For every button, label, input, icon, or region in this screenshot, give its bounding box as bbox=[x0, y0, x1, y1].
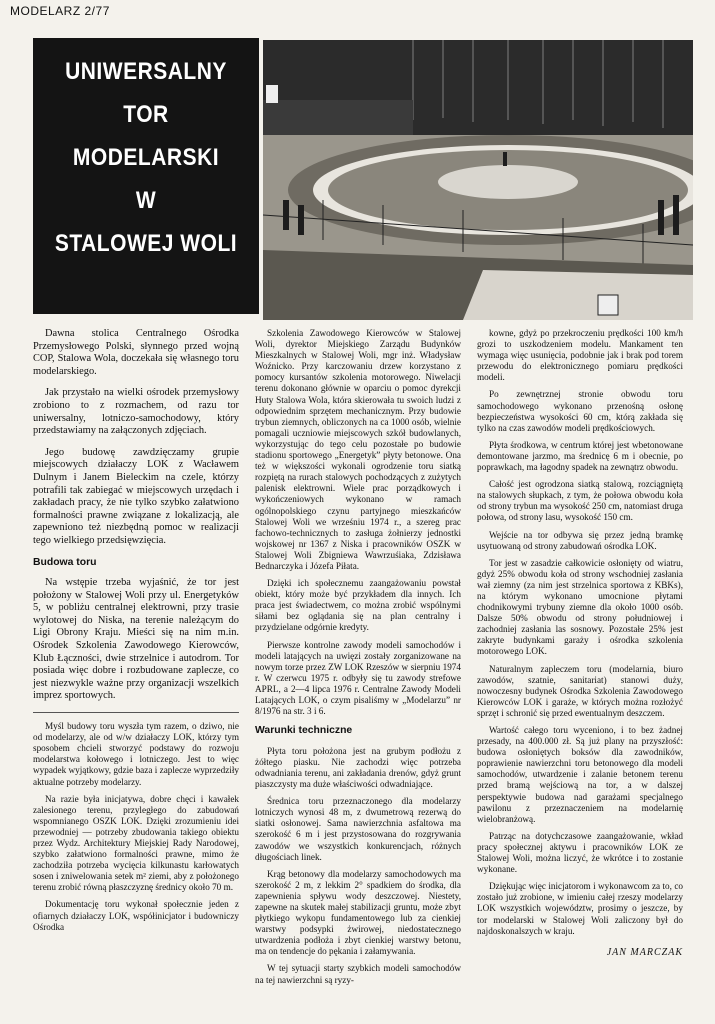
title-line-2: TOR bbox=[123, 101, 169, 128]
paragraph: Krąg betonowy dla modelarzy samochodowych ma szerokość 2 m, z lekkim 2° spadkiem do środka, dla zapewnienia spływu wody deszczowej. Niestety, zapewne na skutek małej stabilizacji gruntu, może zbyt płytkiego wykopu fundamentowego lub za cienkiej warstwy podsypki żwirowej, niedostatecznego utwardzenia podłoża i zbyt cienkiej warstwy betonu, ma on tendencje do pękania i załamywania. bbox=[255, 868, 461, 957]
article-column-3 bbox=[477, 328, 683, 959]
paragraph: Dawna stolica Centralnego Ośrodka Przemysłowego Polski, słynnego przed wojną COP, Stalowa Wola, doczekała się własnego toru modelarskiego. bbox=[33, 328, 239, 377]
article-body bbox=[33, 328, 693, 1008]
paragraph: Całość jest ogrodzona siatką stalową, rozciągniętą na stalowych słupkach, z tym, że połowa obwodu koła od strony trybun ma wysokość 250 cm, natomiast druga połowa, od strony lasu, wysokość 150 cm. bbox=[477, 479, 683, 523]
paragraph: Myśl budowy toru wyszła tym razem, o dziwo, nie od modelarzy, ale od w/w działaczy LOK, którzy tym sposobem chcieli stworzyć podstawy do rozwoju modelarstwa kołowego i lotniczego. Jest to więc wypadek wyjątkowy, gdzie baza i zaplecze wyprzedziły aktualne potrzeby modelarzy. bbox=[33, 721, 239, 787]
paragraph: kowne, gdyż po przekroczeniu prędkości 100 km/h grozi to uszkodzeniem modelu. Mankament ten wymaga więc usunięcia, podobnie jak i brak pod torem przewodu do elektronicznego pomiaru prędkości modeli. bbox=[477, 328, 683, 383]
paragraph: Płyta toru położona jest na grubym podłożu z żółtego piasku. Nie zachodzi więc potrzeba odwadniania terenu, ani zakładania drenów, gdyż grunt piaszczysty ma duże właściwości odwadniające. bbox=[255, 745, 461, 790]
paragraph: Płyta środkowa, w centrum której jest wbetonowane demontowane jarzmo, ma średnicę 6 m i obecnie, po poprawkach, ma łagodny spadek na zewnątrz obwodu. bbox=[477, 439, 683, 473]
paragraph: Naturalnym zapleczem toru (modelarnia, biuro zawodów, szatnie, sanitariat) stanowi duży, nowoczesny budynek Ośrodka Szkolenia Zawodowego Kierowców LOK i garaże, w których można rozłożyć sprzęt i schronić się przed ewentualnym deszczem. bbox=[477, 663, 683, 718]
paragraph: Szkolenia Zawodowego Kierowców w Stalowej Woli, dyrektor Miejskiego Zarządu Budynków Mieszkalnych w Stalowej Woli, mgr inż. Władysław Woźnicko. Przy karczowaniu drzew korzystano z pomocy kursantów szkolenia motorowego. Niwelacji terenu dokonano głównie w oparciu o pomoc dyrekcji Huty Stalowa Wola, która skierowała tu swoich ludzi z odpowiednim sprzętem mechanicznym. Przy budowie trybun ziemnych, obliczonych na ca 1000 osób, wielnie pomagali uczniowie miejscowych szkół budowlanych, wykorzystując do tego celu pozostałe po budowie stadionu sportowego „Energetyk” płyty betonowe. Ona też w większości wykonali ogrodzenie toru siatką rozpiętą na rurach stalowych pochodzących z zużytych palenisk elektrowni. Wiele prac porządkowych i wykończeniowych wykonano w ramach ogólnopolskiego czynu partyjnego mieszkańców Stalowej Woli we wrześniu 1974 r., a szereg prac fachowo-technicznych to zasługa żołnierzy jednostki wojskowej nr 1367 z Niska i pracowników OSZK w Stalowej Woli Zbigniewa Wawrzuśiaka, Zdzisława Bednarczyka i Józefa Piłata. bbox=[255, 328, 461, 571]
paragraph: Po zewnętrznej stronie obwodu toru samochodowego wykonano przenośną osłonę bezpieczeństwa wysokości 60 cm, którą zakłada się tylko na czas zawodów modeli prędkościowych. bbox=[477, 389, 683, 433]
paragraph: Jak przystało na wielki ośrodek przemysłowy zrobiono to z rozmachem, od razu tor uniwersalny, lotniczo-samochodowy, który przedstawiamy na załączonych zdjęciach. bbox=[33, 387, 239, 437]
paragraph: Średnica toru przeznaczonego dla modelarzy lotniczych wynosi 48 m, z dwumetrową rezerwą do siatki osłonowej. Sama nawierzchnia asfaltowa ma szerokość 6 m i jest przystosowana do rozgrywania zawodów we wszystkich konkurencjach, różnych długościach linek. bbox=[255, 796, 461, 862]
paragraph: Dokumentację toru wykonał społecznie jeden z ofiarnych działaczy LOK, współinicjator i budowniczy Ośrodka bbox=[33, 899, 239, 932]
author-signature: JAN MARCZAK bbox=[606, 946, 683, 958]
paragraph: Wejście na tor odbywa się przez jedną bramkę usytuowaną od strony zabudowań ośrodka LOK. bbox=[477, 529, 683, 551]
title-line-3: MODELARSKI bbox=[72, 144, 220, 171]
paragraph: Dzięki ich społecznemu zaangażowaniu powstał obiekt, który może być przykładem dla innych. Ich praca jest świadectwem, co można zrobić wspólnymi siłami bez oglądania się na plan centralny i przydzielane odgórnie kredyty. bbox=[255, 578, 461, 633]
divider bbox=[33, 712, 239, 713]
article-column-1 bbox=[33, 328, 239, 939]
photo-track bbox=[263, 40, 693, 320]
title-block bbox=[33, 38, 259, 314]
paragraph: Patrząc na dotychczasowe zaangażowanie, wkład pracy społecznej aktywu i pracowników LOK ze Stalowej Woli, można liczyć, że wkrótce i to zostanie wykonane. bbox=[477, 830, 683, 875]
article-column-2 bbox=[255, 328, 461, 992]
title-line-4: W bbox=[135, 187, 157, 214]
paragraph: Wartość całego toru wyceniono, i to bez żadnej przesady, na 400.000 zł. Są już plany na przyszłość: budowa osłoniętych boksów dla zawodników, poprawienie nawierzchni toru betonowego dla modeli samochodów, utwardzenie i zalanie betonem terenu przed bramą wejściową na tor, a w dalszej perspektywie budowa nad garażami specjalnego pawilonu z przeznaczeniem na modelarnię wielobranżową. bbox=[477, 725, 683, 824]
section-heading: Budowa toru bbox=[33, 556, 97, 568]
running-head: MODELARZ 2/77 bbox=[10, 4, 110, 18]
section-heading: Warunki techniczne bbox=[255, 725, 353, 737]
paragraph: Dziękując więc inicjatorom i wykonawcom za to, co zostało już zrobione, w imieniu całej rzeszy modelarzy LOK wszystkich województw, prosimy o jeszcze, by tor modelarski w Stalowej Woli zaliczony był do najdoskonalszych w kraju. bbox=[477, 881, 683, 936]
paragraph: Jego budowę zawdzięczamy grupie miejscowych działaczy LOK z Wacławem Dulnym i Janem Bieleckim na czele, którzy potrafili tak zabiegać w miejscowych urzędach i zakładach pracy, że nie tylko szybko załatwiono formalności prawne związane z lokalizacją, ale zapewniono też niezbędną pomoc w realizacji tego wielkiego przedsięwzięcia. bbox=[33, 446, 239, 546]
paragraph: W tej sytuacji starty szybkich modeli samochodów na tej nawierzchni są ryzy- bbox=[255, 963, 461, 985]
paragraph: Pierwsze kontrolne zawody modeli samochodów i modeli latających na uwięzi zostały zorganizowane na nowym torze przez ZW LOK Rzeszów w sierpniu 1974 r. W czerwcu 1975 r. odbyły się tu zawody strefowe APRL, a 2—4 lipca 1976 r. Centralne Zawody Modeli Latających LOK, o czym pisaliśmy w „Modelarzu” nr 8/1976 na str. 3 i 6. bbox=[255, 639, 461, 717]
paragraph: Na razie była inicjatywa, dobre chęci i kawałek zalesionego terenu, przyległego do zabudowań wspomnianego OSZK LOK. Dzięki zrozumieniu idei przewodniej — potrzeby zbudowania takiego obiektu przez Wydz. Architektury Miejskiej Rady Narodowej, szybko załatwiono formalności prawne, mimo że zachodziła potrzeba wycięcia kilkunastu karłowatych sosen i zniwelowania setek m² ziemi, aby z położonego terenu zrobić równą płaszczyznę średnicy około 70 m. bbox=[33, 793, 239, 893]
paragraph: Na wstępie trzeba wyjaśnić, że tor jest położony w Stalowej Woli przy ul. Energetyków 5, w pobliżu centralnej elektrowni, przy trasie wylotowej do Niska, na terenie należącym do Ligi Obrony Kraju. Mieści się na nim m.in. Ośrodek Szkolenia Zawodowego Kierowców, Klub Łączności, dwie strzelnice i autodrom. Tor posiada więc dobre i rozbudowane zaplecze, co jest niezwykle ważne przy organizacji wszelkich imprez sportowych. bbox=[33, 577, 239, 702]
title-line-5: STALOWEJ WOLI bbox=[54, 230, 238, 257]
photo-track-icon bbox=[263, 40, 693, 320]
paragraph: Tor jest w zasadzie całkowicie osłonięty od wiatru, gdyż 25% obwodu koła od strony wschodniej zasłania wał ziemny (za nim jest strzelnica sportowa z KBKs), na którym wykonano umocnione płytami chodnikowymi trybuny ziemne dla około 1000 osób. Dalsze 50% obwodu od strony południowej i zachodniej zasłania las sosnowy. Pozostałe 25% jest zakryte budynkami garaży i ośrodka szkolenia motorowego LOK. bbox=[477, 557, 683, 657]
title-line-1: UNIWERSALNY bbox=[65, 58, 227, 85]
